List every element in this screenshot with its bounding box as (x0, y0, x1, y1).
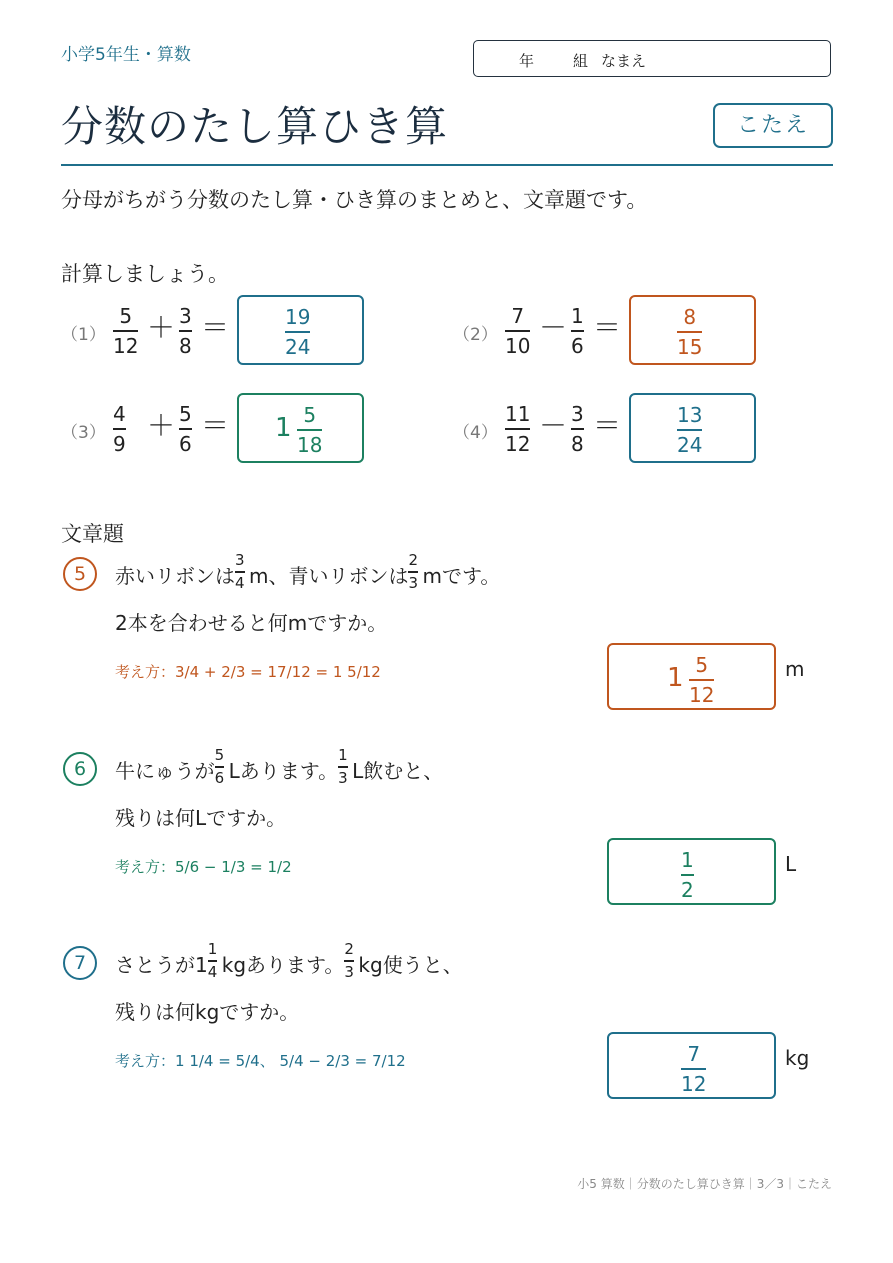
problem-line-2: 残りは何kgですか。 (115, 1000, 300, 1024)
answer-fraction-numerator: 5 (695, 653, 709, 677)
inline-fraction-1-denominator: 4 (235, 573, 245, 592)
inline-fraction-1 (208, 942, 218, 980)
problem-number-circle: 7 (63, 946, 97, 980)
fraction-a (113, 306, 138, 356)
answer-box[interactable] (607, 1032, 776, 1099)
problem-line-1 (115, 940, 463, 986)
answer-fraction (297, 405, 322, 455)
fraction-b-numerator: 3 (179, 304, 192, 328)
name-class-label: 組 (573, 52, 589, 70)
text-segment: さとうが1 (115, 952, 208, 977)
hint-label: 考え方： (115, 1052, 176, 1070)
inline-fraction-1-bar (215, 766, 225, 768)
answer-fraction-denominator: 12 (689, 682, 715, 707)
answer-fraction-numerator: 8 (683, 305, 697, 329)
fraction-a-bar (113, 428, 126, 430)
inline-fraction-1-bar (235, 571, 245, 573)
operator: － (539, 409, 568, 442)
inline-fraction-2 (338, 748, 348, 786)
inline-fraction-2-numerator: 2 (408, 551, 419, 569)
answer-unit: kg (785, 1046, 810, 1070)
grade-label: 小学5年生・算数 (61, 45, 191, 65)
answer-fraction (677, 405, 702, 455)
answer-fraction-denominator: 15 (677, 334, 703, 359)
answer-fraction-denominator: 18 (297, 432, 323, 457)
hint-label: 考え方： (115, 858, 176, 876)
text-segment: 赤いリボンは (115, 563, 235, 588)
word-heading: 文章題 (61, 522, 124, 546)
text-segment: 牛にゅうが (115, 758, 215, 783)
fraction-a-numerator: 11 (505, 402, 531, 426)
inline-fraction-2 (408, 553, 418, 591)
fraction-b-numerator: 5 (179, 402, 192, 426)
fraction-b (179, 404, 192, 454)
fraction-b (179, 306, 192, 356)
name-year-label: 年 (519, 52, 535, 70)
inline-fraction-1-denominator: 6 (214, 768, 225, 787)
title-divider (61, 164, 833, 166)
fraction-a (505, 404, 530, 454)
fraction-b-denominator: 8 (571, 431, 584, 456)
answer-fraction-numerator: 13 (677, 403, 703, 427)
answer-fraction-numerator: 5 (303, 403, 317, 427)
answer-fraction-numerator: 7 (687, 1042, 701, 1066)
inline-fraction-1-numerator: 3 (235, 551, 245, 569)
inline-fraction-2-denominator: 3 (344, 962, 354, 981)
text-segment: kg使うと、 (358, 952, 463, 977)
answer-fraction (677, 307, 702, 357)
answer-unit: L (785, 852, 797, 876)
page-title: 分数のたし算ひき算 (61, 102, 449, 151)
inline-fraction (215, 746, 229, 792)
equals-sign: ＝ (593, 311, 622, 344)
fraction-b (571, 306, 584, 356)
answer-unit: m (785, 657, 805, 681)
answer-fraction-numerator: 1 (681, 848, 694, 872)
inline-fraction (338, 746, 352, 792)
inline-fraction (235, 551, 249, 597)
inline-fraction-1-bar (208, 960, 218, 962)
inline-fraction-2-numerator: 2 (344, 940, 354, 958)
inline-fraction-2 (344, 942, 354, 980)
answer-box[interactable] (237, 393, 364, 463)
fraction-b (571, 404, 584, 454)
operator: ＋ (147, 311, 176, 344)
intro-text: 分母がちがう分数のたし算・ひき算のまとめと、文章題です。 (61, 188, 648, 212)
fraction-a-denominator: 12 (505, 431, 531, 456)
problem-line-2: 残りは何Lですか。 (115, 806, 287, 830)
answer-fraction-denominator: 2 (681, 877, 694, 902)
hint-text: 1 1/4 = 5/4、 5/4 − 2/3 = 7/12 (175, 1052, 406, 1070)
problem-label: （2） (453, 325, 498, 345)
inline-fraction-1 (215, 748, 225, 786)
problem-label: （4） (453, 423, 498, 443)
fraction-a-bar (113, 330, 138, 332)
inline-fraction-2-denominator: 3 (338, 768, 348, 787)
operator: ＋ (147, 409, 176, 442)
fraction-b-numerator: 1 (571, 304, 584, 328)
answer-box[interactable] (629, 393, 756, 463)
fraction-b-bar (571, 330, 584, 332)
answer-whole: 1 (667, 663, 684, 693)
hint-label: 考え方： (115, 663, 176, 681)
fraction-a-denominator: 12 (113, 333, 139, 358)
answer-badge: こたえ (713, 103, 833, 148)
inline-fraction-2-bar (408, 571, 418, 573)
answer-fraction-bar (677, 331, 702, 333)
answer-fraction-bar (681, 874, 694, 876)
fraction-b-bar (571, 428, 584, 430)
hint-text: 5/6 − 1/3 = 1/2 (175, 858, 292, 876)
problem-number-circle: 6 (63, 752, 97, 786)
text-segment: mです。 (422, 563, 501, 588)
inline-fraction-2-numerator: 1 (338, 746, 348, 764)
answer-whole: 1 (275, 413, 292, 443)
fraction-a (505, 306, 530, 356)
text-segment: m、青いリボンは (249, 563, 409, 588)
inline-fraction (344, 940, 358, 986)
fraction-a-bar (505, 428, 530, 430)
fraction-b-bar (179, 330, 192, 332)
fraction-a-bar (505, 330, 530, 332)
fraction-a (113, 404, 126, 454)
equals-sign: ＝ (593, 409, 622, 442)
answer-fraction-bar (297, 429, 322, 431)
calc-heading: 計算しましょう。 (61, 262, 229, 286)
answer-fraction-denominator: 12 (681, 1071, 707, 1096)
fraction-b-numerator: 3 (571, 402, 584, 426)
answer-fraction-bar (689, 679, 714, 681)
hint-line (115, 856, 292, 877)
answer-fraction-bar (681, 1068, 706, 1070)
inline-fraction (408, 551, 422, 597)
problem-number-circle: 5 (63, 557, 97, 591)
answer-fraction-denominator: 24 (677, 432, 703, 457)
equals-sign: ＝ (201, 409, 230, 442)
inline-fraction-2-denominator: 3 (408, 573, 419, 592)
problem-label: （1） (61, 325, 106, 345)
fraction-b-denominator: 8 (179, 333, 192, 358)
problem-line-2: 2本を合わせると何mですか。 (115, 611, 388, 635)
text-segment: Lあります。 (228, 758, 339, 783)
answer-fraction-bar (677, 429, 702, 431)
fraction-a-numerator: 7 (511, 304, 525, 328)
answer-box[interactable] (629, 295, 756, 365)
problem-label: （3） (61, 423, 106, 443)
inline-fraction-2-bar (344, 960, 354, 962)
answer-fraction (681, 1044, 706, 1094)
page-footer: 小5 算数｜分数のたし算ひき算｜3／3｜こたえ (577, 1177, 832, 1191)
answer-box[interactable] (607, 838, 776, 905)
equals-sign: ＝ (201, 311, 230, 344)
answer-fraction (285, 307, 310, 357)
inline-fraction-1-numerator: 1 (207, 940, 218, 958)
fraction-a-denominator: 10 (505, 333, 531, 358)
inline-fraction-1-numerator: 5 (214, 746, 225, 764)
fraction-b-denominator: 6 (571, 333, 584, 358)
fraction-b-bar (179, 428, 192, 430)
answer-box[interactable] (607, 643, 776, 710)
answer-fraction-denominator: 24 (285, 334, 311, 359)
fraction-a-numerator: 5 (119, 304, 133, 328)
answer-box[interactable] (237, 295, 364, 365)
name-box[interactable] (473, 40, 831, 77)
inline-fraction (208, 940, 222, 986)
answer-fraction (689, 655, 714, 705)
name-label: なまえ (601, 52, 647, 70)
hint-line (115, 1050, 406, 1071)
inline-fraction-1 (235, 553, 245, 591)
inline-fraction-1-denominator: 4 (207, 962, 218, 981)
fraction-a-denominator: 9 (113, 431, 126, 456)
text-segment: L飲むと、 (352, 758, 444, 783)
answer-fraction-numerator: 19 (285, 305, 311, 329)
problem-line-1 (115, 746, 443, 792)
fraction-b-denominator: 6 (179, 431, 192, 456)
answer-fraction (681, 850, 694, 900)
operator: － (539, 311, 568, 344)
text-segment: kgあります。 (221, 952, 345, 977)
inline-fraction-2-bar (338, 766, 348, 768)
hint-line (115, 661, 381, 682)
fraction-a-numerator: 4 (113, 402, 126, 426)
problem-line-1 (115, 551, 500, 597)
hint-text: 3/4 + 2/3 = 17/12 = 1 5/12 (175, 663, 381, 681)
answer-fraction-bar (285, 331, 310, 333)
